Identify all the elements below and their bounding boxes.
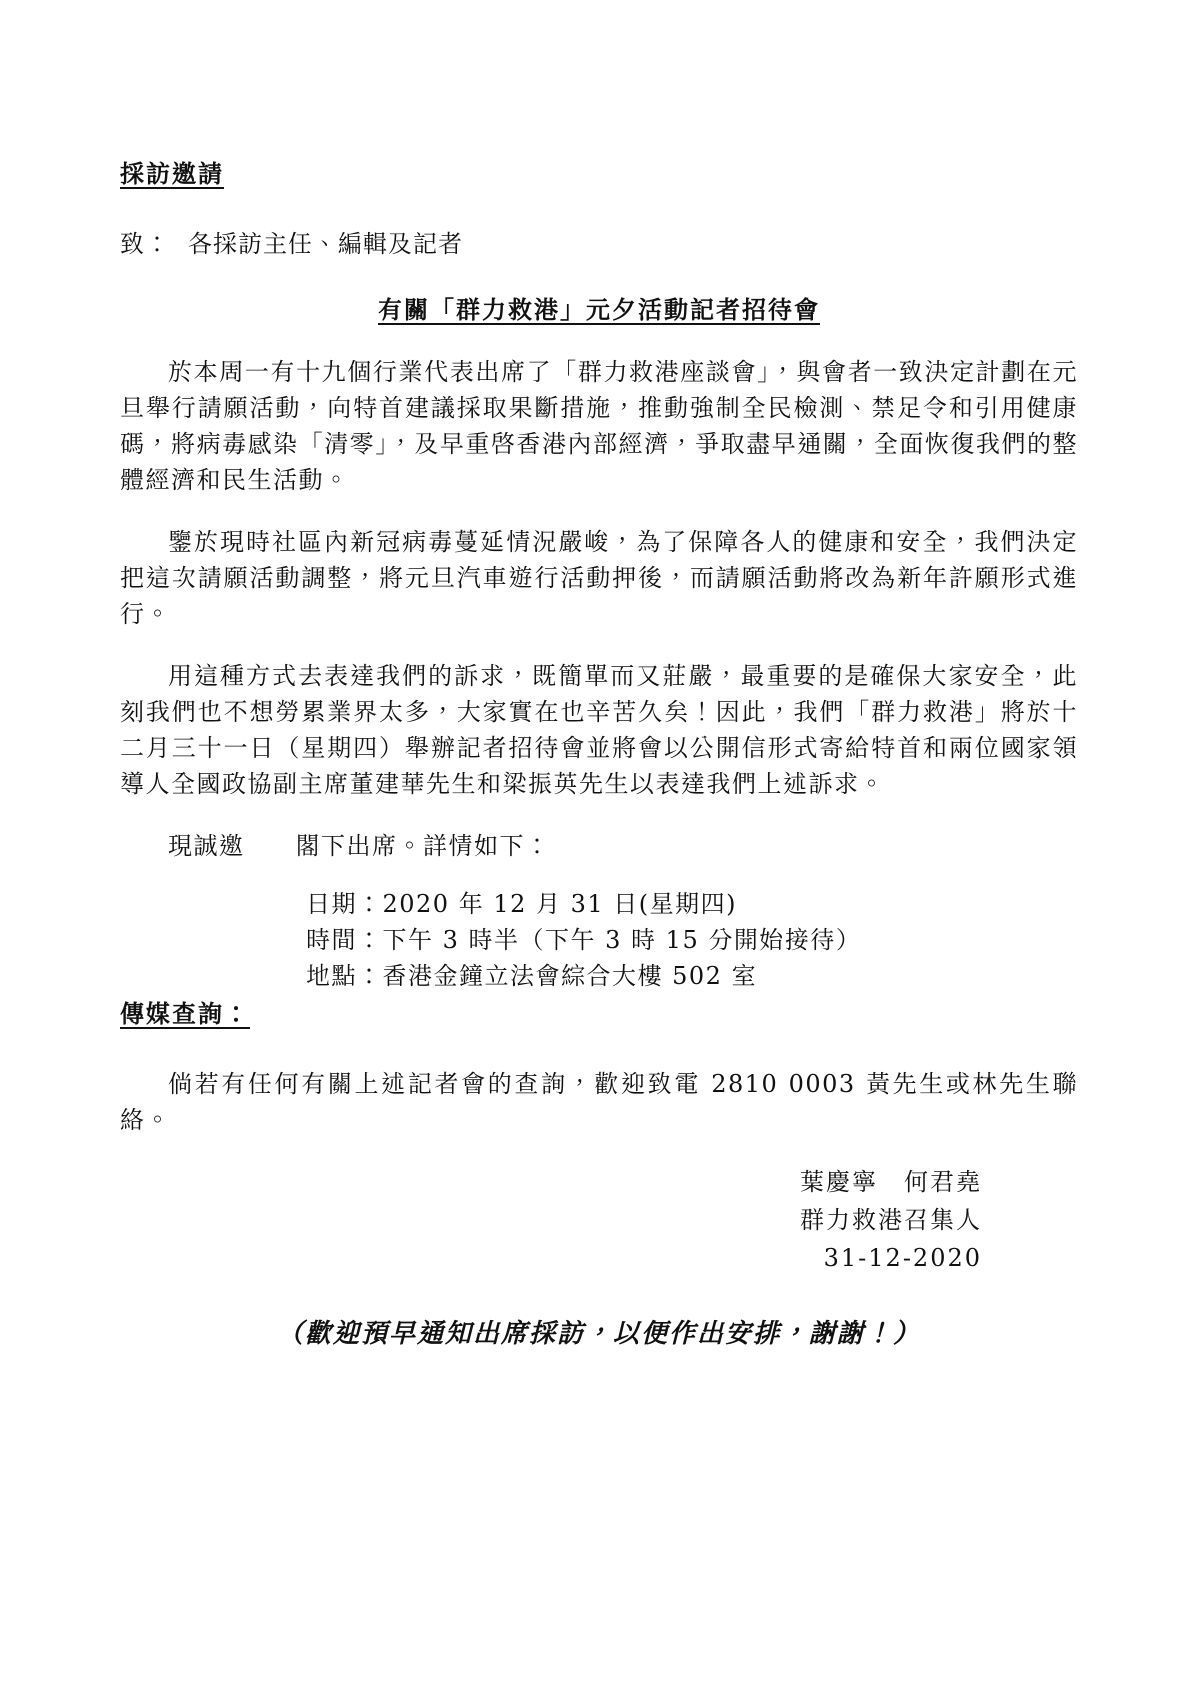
recipient-line: [120, 226, 1078, 262]
paragraph-forum-summary: 於本周一有十九個行業代表出席了「群力救港座談會」，與會者一致決定計劃在元旦舉行請願活動，向特首建議採取果斷措施，推動強制全民檢測、禁足令和引用健康碼，將病毒感染「清零」，及早重啓香港內部經濟，爭取盡早通關，全面恢復我們的整體經濟和民生活動。: [120, 358, 1078, 494]
recipient-label: 致：: [120, 230, 170, 258]
invitation-line: 現誠邀 閣下出席。詳情如下：: [168, 832, 551, 860]
signature-role: 群力救港召集人: [800, 1206, 982, 1234]
footer-note: （歡迎預早通知出席採訪，以便作出安排，謝謝！）: [276, 1319, 921, 1349]
signature-block: [120, 1164, 1078, 1276]
detail-date: 日期：2020 年 12 月 31 日(星期四): [306, 890, 738, 918]
paragraph-postponement: 鑒於現時社區內新冠病毒蔓延情況嚴峻，為了保障各人的健康和安全，我們決定把這次請願活動調整，將元旦汽車遊行活動押後，而請願活動將改為新年許願形式進行。: [120, 528, 1078, 628]
document-title: 有關「群力救港」元夕活動記者招待會: [378, 295, 820, 324]
signature-names: 葉慶寧 何君堯: [800, 1168, 982, 1196]
detail-time: 時間：下午 3 時半（下午 3 時 15 分開始接待）: [306, 926, 862, 954]
signature-date: 31-12-2020: [823, 1244, 982, 1272]
document-label: 採訪邀請: [120, 159, 224, 188]
media-inquiry-text: 倘若有任何有關上述記者會的查詢，歡迎致電 2810 0003 黃先生或林先生聯絡。: [120, 1070, 1078, 1134]
detail-venue: 地點：香港金鐘立法會綜合大樓 502 室: [306, 962, 758, 990]
media-inquiry-heading: 傳媒查詢：: [120, 999, 250, 1028]
event-details: [306, 886, 1078, 994]
recipient-value: 各採訪主任、編輯及記者: [188, 230, 463, 258]
paragraph-press-conference: 用這種方式去表達我們的訴求，既簡單而又莊嚴，最重要的是確保大家安全，此刻我們也不想勞累業界太多，大家實在也辛苦久矣！因此，我們「群力救港」將於十二月三十一日（星期四）舉辦記者招待會並將會以公開信形式寄給特首和兩位國家領導人全國政協副主席董建華先生和梁振英先生以表達我們上述訴求。: [120, 662, 1078, 798]
